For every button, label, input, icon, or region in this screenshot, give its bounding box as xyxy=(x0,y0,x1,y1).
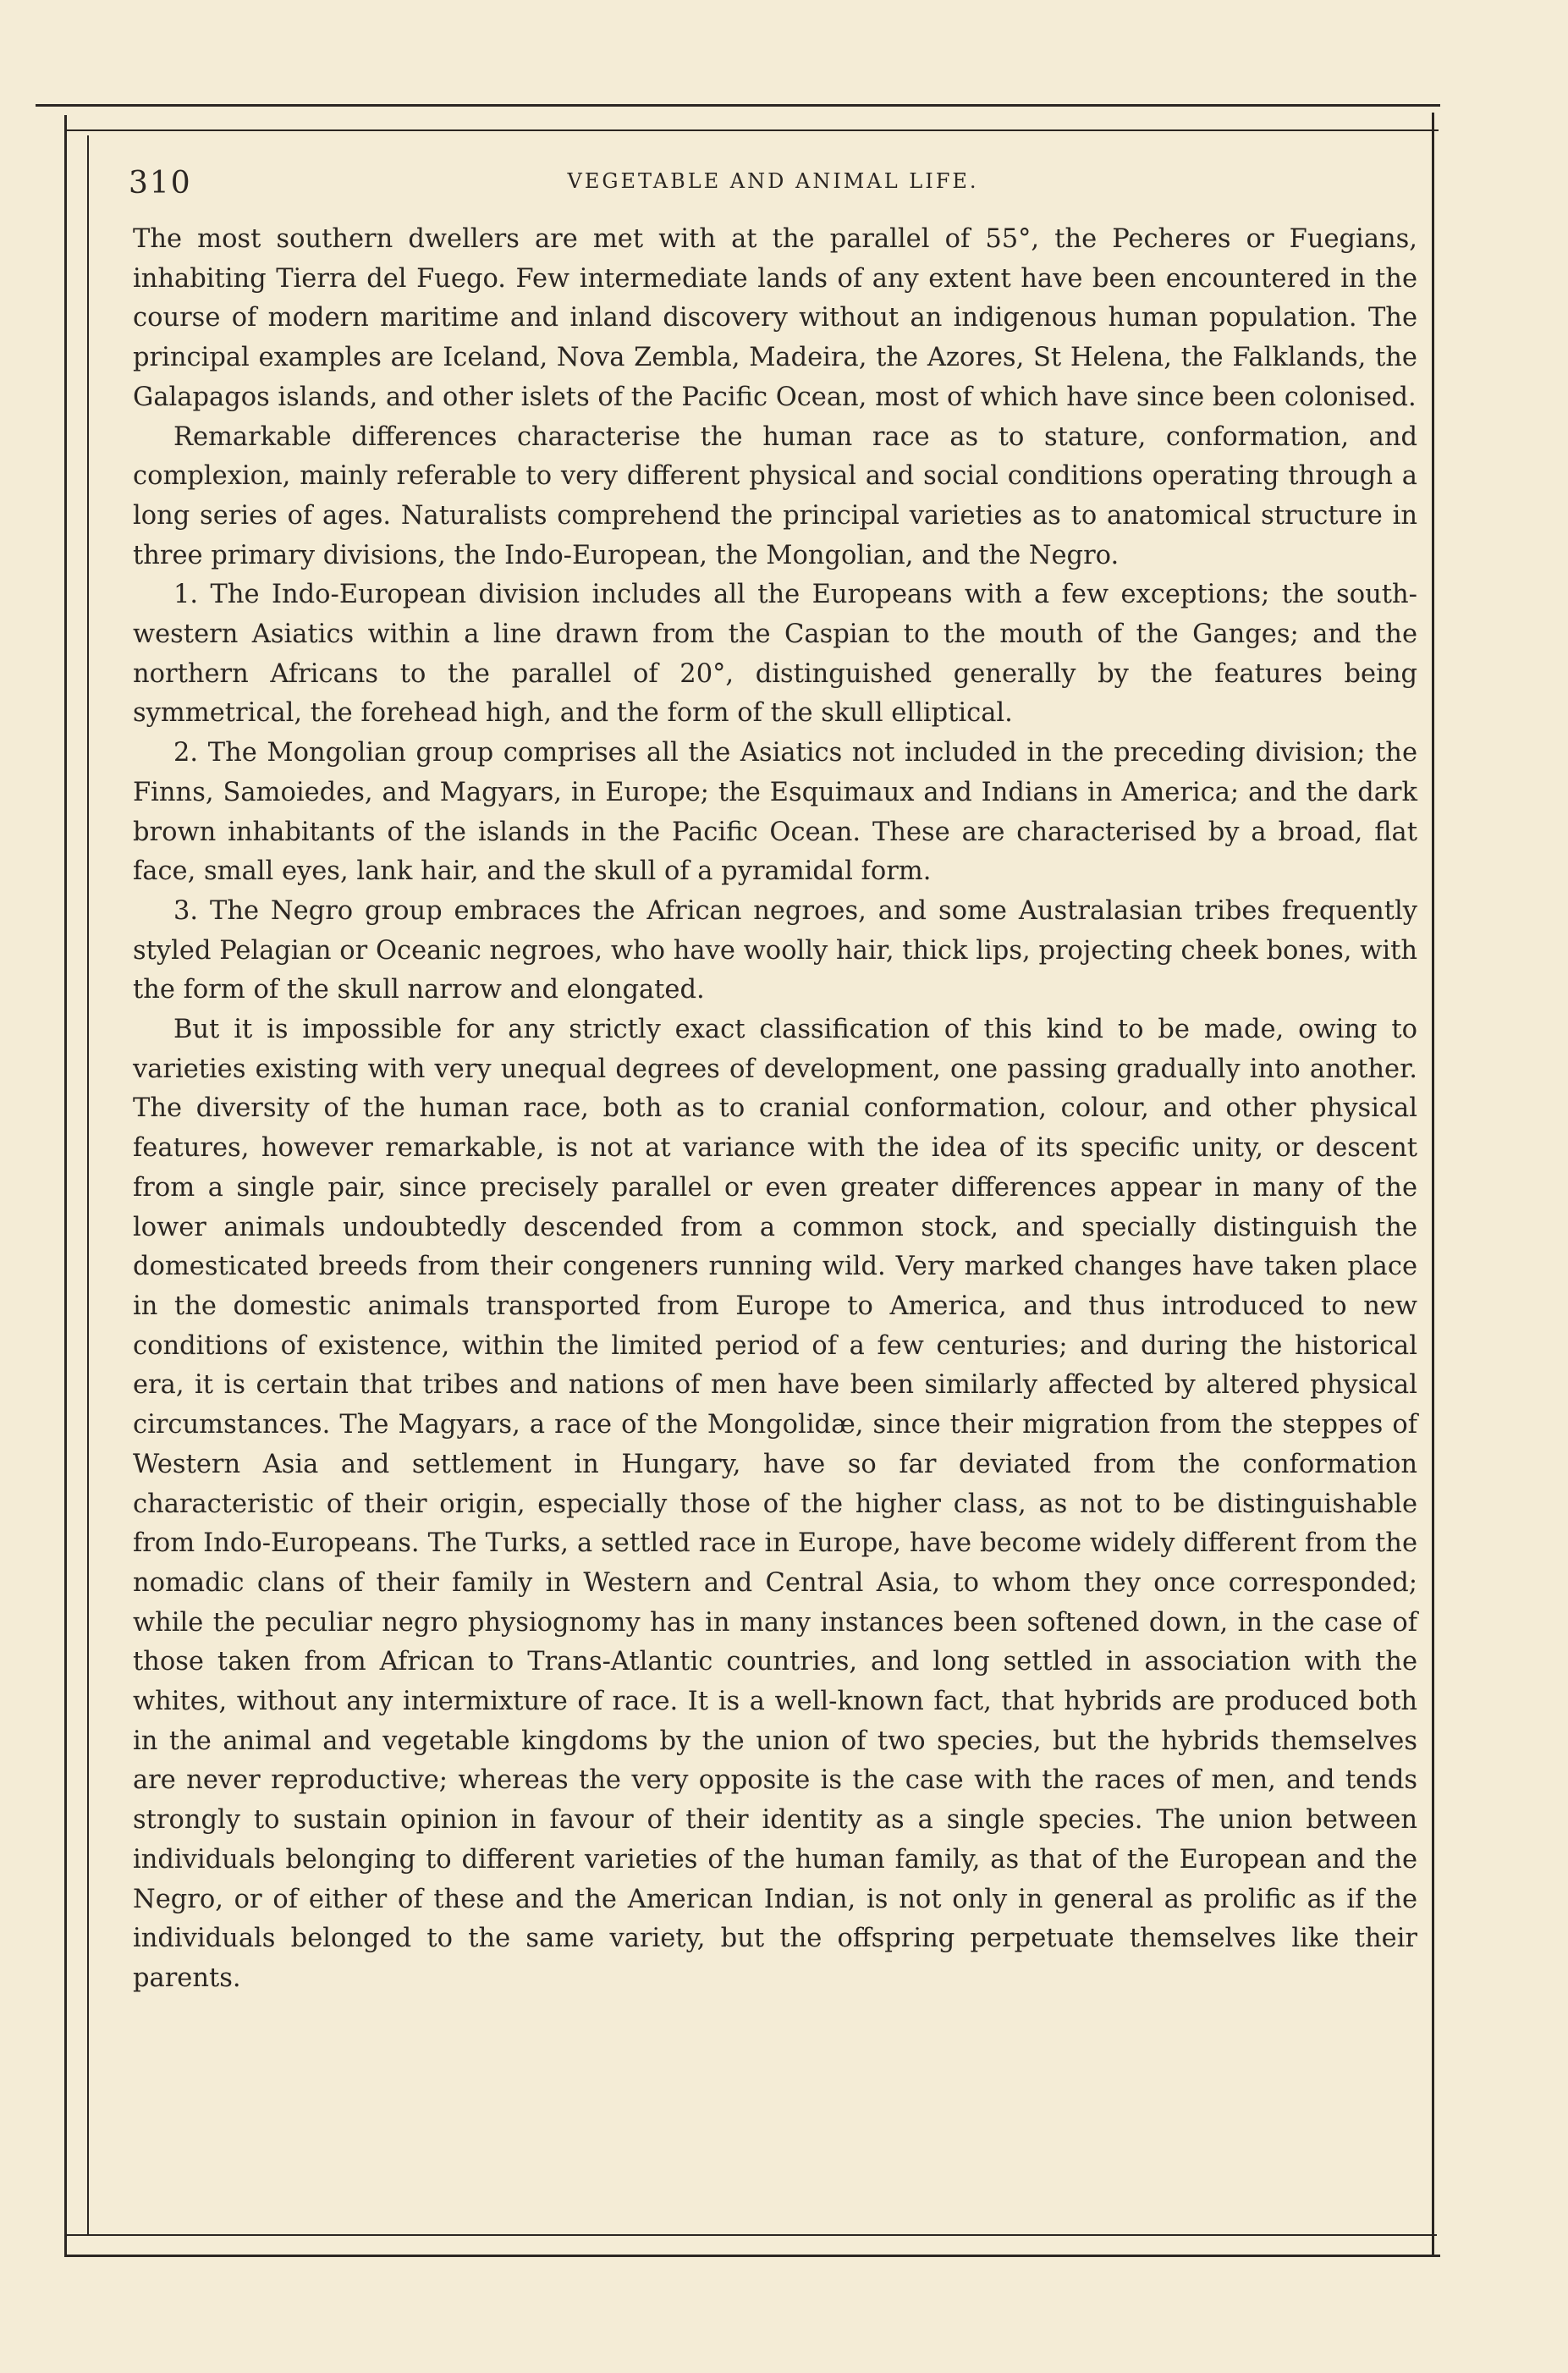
page-header xyxy=(129,166,1417,208)
page-number: 310 xyxy=(129,166,192,201)
left-inner-rule xyxy=(87,135,89,2236)
bottom-inner-rule xyxy=(66,2234,1437,2236)
top-inner-rule xyxy=(66,129,1439,131)
bottom-outer-rule xyxy=(64,2255,1440,2257)
left-outer-rule xyxy=(64,115,67,2256)
paragraph-intro: The most southern dwellers are met with at the parallel of 55°, the Pecheres or Fuegians, inhabiting Tierra del Fuego. Few intermediate lands of any extent have been encountered in the course of modern maritime and inland discovery without an indigenous human population. The principal examples are Iceland, Nova Zembla, Madeira, the Azores, St Helena, the Falklands, the Galapagos islands, and other islets of the Pacific Ocean, most of which have since been colonised. xyxy=(133,224,1417,412)
right-border-rule xyxy=(1432,113,1434,2257)
paragraph-classification: But it is impossible for any strictly exact classification of this kind to be made, owing to varieties existing with very unequal degrees of development, one passing gradually into another. The diversity of the human race, both as to cranial conformation, colour, and other physical features, however remarkable, is not at variance with the idea of its specific unity, or descent from a single pair, since precisely parallel or even greater differences appear in many of the lower animals undoubtedly descended from a common stock, and specially distinguish the domesticated breeds from their congeners running wild. Very marked changes have taken place in the domestic animals transported from Europe to America, and thus introduced to new conditions of existence, within the limited period of a few centuries; and during the historical era, it is certain that tribes and nations of men have been similarly affected by altered physical circumstances. The Magyars, a race of the Mongolidæ, since their migration from the steppes of Western Asia and settlement in Hungary, have so far deviated from the conformation characteristic of their origin, especially those of the higher class, as not to be distinguishable from Indo-Europeans. The Turks, a settled race in Europe, have become widely different from the nomadic clans of their family in Western and Central Asia, to whom they once corresponded; while the peculiar negro physiognomy has in many instances been softened down, in the case of those taken from African to Trans-Atlantic countries, and long settled in association with the whites, without any intermixture of race. It is a well-known fact, that hybrids are produced both in the animal and vegetable kingdoms by the union of two species, but the hybrids themselves are never reproductive; whereas the very opposite is the case with the races of men, and tends strongly to sustain opinion in favour of their identity as a single species. The union between individuals belonging to different varieties of the human family, as that of the European and the Negro, or of either of these and the American Indian, is not only in general as prolific as if the individuals belonged to the same variety, but the offspring perpetuate themselves like their parents. xyxy=(133,1015,1417,1993)
body-text xyxy=(133,220,1417,1999)
top-outer-rule xyxy=(36,104,1440,107)
paragraph-indo-european: 1. The Indo-European division includes all the Europeans with a few exceptions; the south-western Asiatics within a line drawn from the Caspian to the mouth of the Ganges; and the northern Africans to the parallel of 20°, distinguished generally by the features being symmetrical, the forehead high, and the form of the skull elliptical. xyxy=(133,580,1417,729)
running-head: VEGETABLE AND ANIMAL LIFE. xyxy=(567,169,979,193)
paragraph-mongolian: 2. The Mongolian group comprises all the Asiatics not included in the preceding division; the Finns, Samoiedes, and Magyars, in Europe; the Esquimaux and Indians in America; and the dark brown inhabitants of the islands in the Pacific Ocean. These are characterised by a broad, flat face, small eyes, lank hair, and the skull of a pyramidal form. xyxy=(133,738,1417,887)
paragraph-negro: 3. The Negro group embraces the African negroes, and some Australasian tribes frequently styled Pelagian or Oceanic negroes, who have woolly hair, thick lips, projecting cheek bones, with the form of the skull narrow and elongated. xyxy=(133,895,1417,1005)
paragraph-differences: Remarkable differences characterise the human race as to stature, conformation, and complexion, mainly referable to very different physical and social conditions operating through a long series of ages. Naturalists comprehend the principal varieties as to anatomical structure in three primary divisions, the Indo-European, the Mongolian, and the Negro. xyxy=(133,421,1417,570)
